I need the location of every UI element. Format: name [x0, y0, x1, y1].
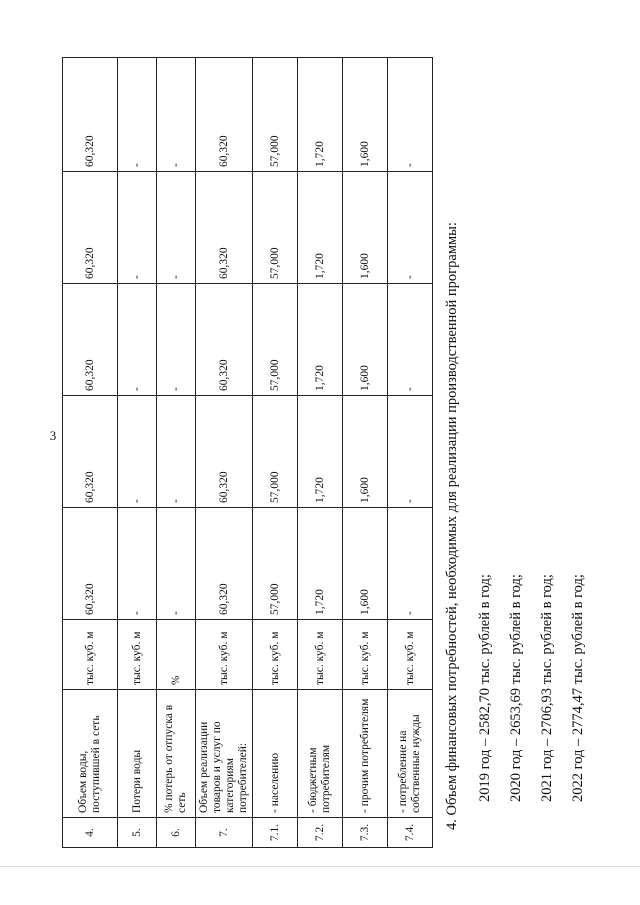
row-number: 7.3. [343, 818, 388, 848]
value-cell: 60,320 [63, 172, 118, 284]
value-cell: 1,720 [298, 284, 343, 396]
row-name: - прочим потребителям [343, 690, 388, 818]
value-cell: - [388, 508, 433, 620]
row-unit: тыс. куб. м [253, 620, 298, 690]
value-cell: - [118, 172, 157, 284]
value-cell: - [118, 508, 157, 620]
financial-needs-section [444, 60, 601, 830]
table-row [253, 58, 298, 848]
row-name: - бюджетным потребителям [298, 690, 343, 818]
value-cell: - [157, 508, 196, 620]
row-unit: тыс. куб. м [388, 620, 433, 690]
row-unit: тыс. куб. м [343, 620, 388, 690]
row-number: 7.1. [253, 818, 298, 848]
value-cell: - [157, 58, 196, 172]
value-cell: - [388, 58, 433, 172]
value-cell: 60,320 [196, 396, 253, 508]
value-cell: 60,320 [63, 396, 118, 508]
value-cell: 1,600 [343, 396, 388, 508]
table-row [157, 58, 196, 848]
row-unit: тыс. куб. м [196, 620, 253, 690]
value-cell: 1,720 [298, 508, 343, 620]
row-name: Объем реализации товаров и услуг по категориям потребителей: [196, 690, 253, 818]
value-cell: - [157, 396, 196, 508]
row-number: 7.2. [298, 818, 343, 848]
value-cell: 60,320 [196, 58, 253, 172]
row-name: - потребление на собственные нужды [388, 690, 433, 818]
row-unit: тыс. куб. м [63, 620, 118, 690]
table-row [118, 58, 157, 848]
value-cell: 1,600 [343, 508, 388, 620]
page-edge-divider [0, 866, 640, 867]
rotated-page-content [62, 48, 586, 848]
row-unit: % [157, 620, 196, 690]
year-line: 2020 год – 2653,69 тыс. рублей в год; [508, 574, 524, 802]
year-line: 2019 год – 2582,70 тыс. рублей в год; [477, 574, 493, 802]
year-line: 2021 год – 2706,93 тыс. рублей в год; [539, 574, 555, 802]
value-cell: - [157, 284, 196, 396]
row-number: 6. [157, 818, 196, 848]
value-cell: - [388, 284, 433, 396]
row-name: % потерь от отпуска в сеть [157, 690, 196, 818]
page-number: 3 [49, 428, 57, 443]
row-name: Объем воды, поступившей в сеть [63, 690, 118, 818]
value-cell: 60,320 [63, 284, 118, 396]
row-number: 7.4. [388, 818, 433, 848]
value-cell: 60,320 [63, 508, 118, 620]
table-row [343, 58, 388, 848]
value-cell: - [388, 172, 433, 284]
value-cell: - [157, 172, 196, 284]
value-cell: 1,720 [298, 172, 343, 284]
row-unit: тыс. куб. м [298, 620, 343, 690]
value-cell: 60,320 [196, 172, 253, 284]
value-cell: - [118, 284, 157, 396]
value-cell: 57,000 [253, 508, 298, 620]
row-number: 5. [118, 818, 157, 848]
year-line: 2022 год – 2774,47 тыс. рублей в год; [570, 574, 586, 802]
value-cell: - [118, 396, 157, 508]
value-cell: 1,600 [343, 284, 388, 396]
value-cell: 1,720 [298, 396, 343, 508]
table-row [196, 58, 253, 848]
production-table [62, 57, 433, 848]
row-number: 7. [196, 818, 253, 848]
section-heading: 4. Объем финансовых потребностей, необходимых для реализации производственной программы: [444, 222, 460, 830]
value-cell: - [118, 58, 157, 172]
table-row [388, 58, 433, 848]
value-cell: 57,000 [253, 58, 298, 172]
value-cell: 1,600 [343, 172, 388, 284]
value-cell: 57,000 [253, 284, 298, 396]
row-name: - населению [253, 690, 298, 818]
row-name: Потери воды [118, 690, 157, 818]
value-cell: 60,320 [63, 58, 118, 172]
value-cell: 1,600 [343, 58, 388, 172]
row-number: 4. [63, 818, 118, 848]
value-cell: 60,320 [196, 508, 253, 620]
value-cell: 1,720 [298, 58, 343, 172]
table-row [298, 58, 343, 848]
value-cell: - [388, 396, 433, 508]
value-cell: 60,320 [196, 284, 253, 396]
value-cell: 57,000 [253, 396, 298, 508]
value-cell: 57,000 [253, 172, 298, 284]
row-unit: тыс. куб. м [118, 620, 157, 690]
table-row [63, 58, 118, 848]
